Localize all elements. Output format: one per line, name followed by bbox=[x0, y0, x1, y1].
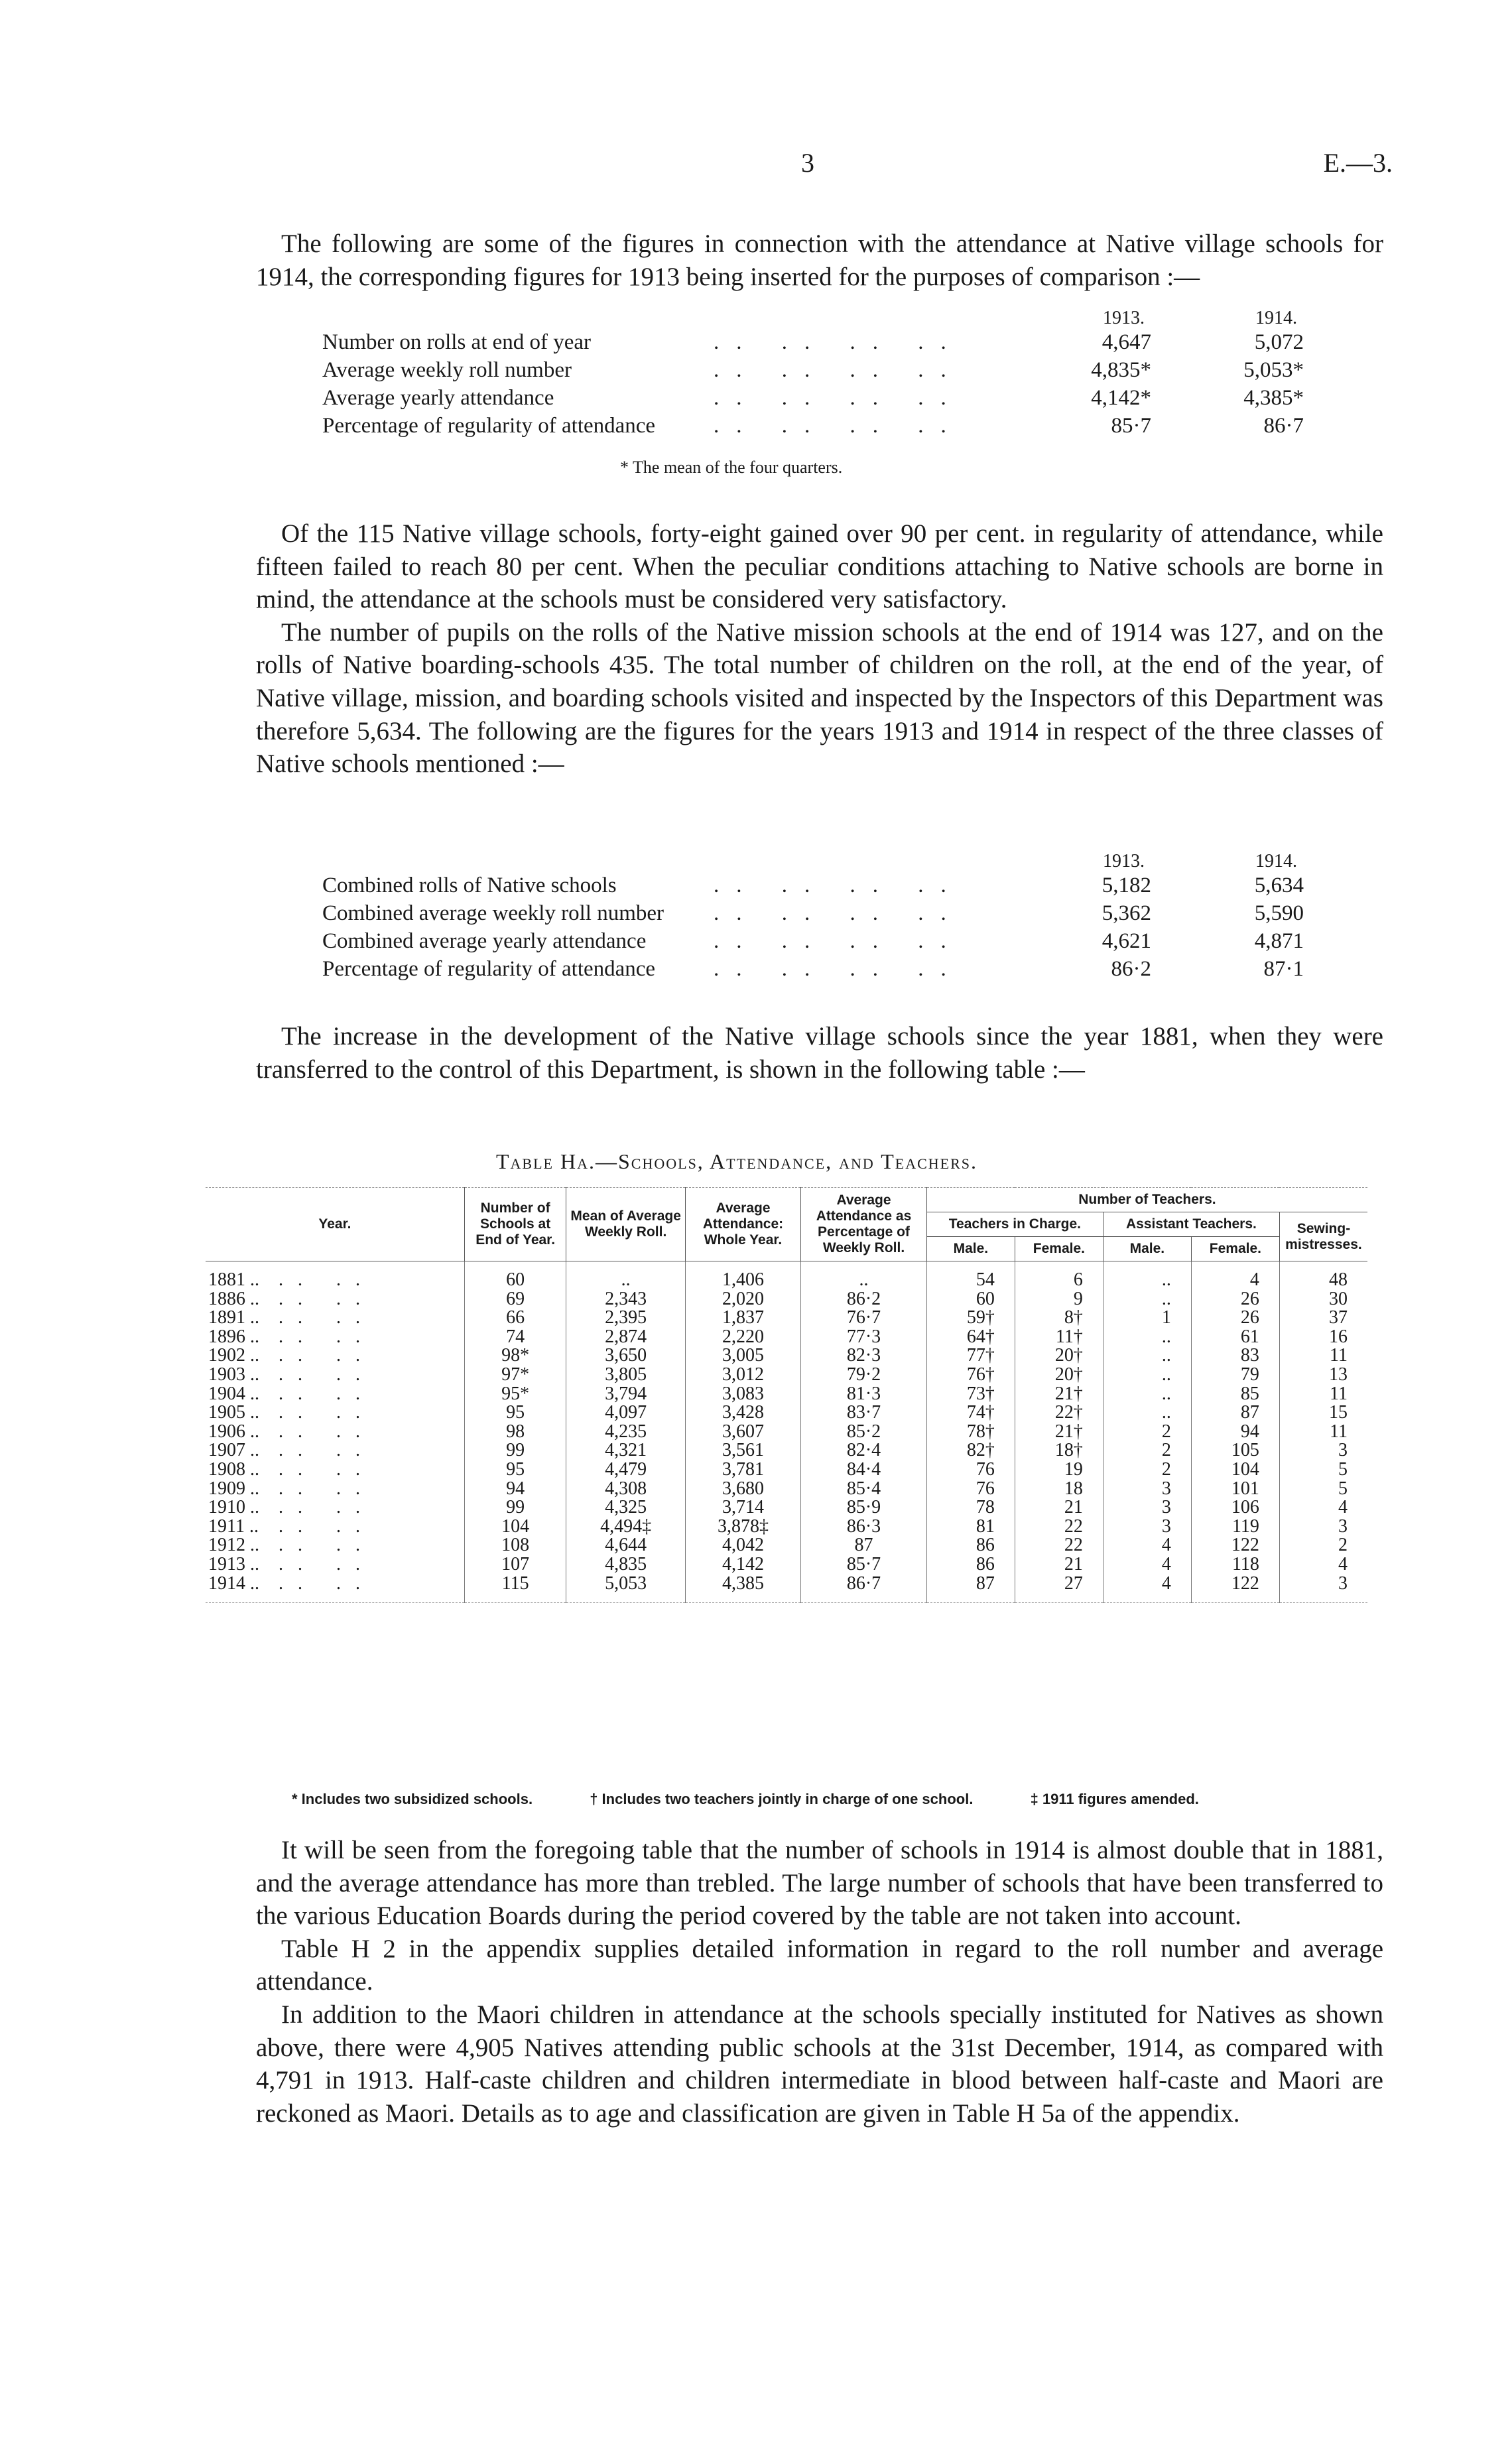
cell-percentage: 85·7 bbox=[801, 1555, 927, 1575]
cell-schools: 99 bbox=[464, 1441, 566, 1460]
year-value: 1891 bbox=[208, 1307, 245, 1328]
cell-sewing: 5 bbox=[1279, 1480, 1367, 1499]
leader-dots: .. .. bbox=[279, 1535, 375, 1556]
cell-sewing: 4 bbox=[1279, 1555, 1367, 1575]
cell-year: 1891 .. .. .. bbox=[208, 1307, 375, 1328]
year-value: 1904 bbox=[208, 1383, 245, 1404]
table-row bbox=[206, 1460, 1367, 1480]
cell-sewing: 15 bbox=[1279, 1403, 1367, 1423]
leader-dots: .. .. bbox=[279, 1458, 375, 1480]
cell-sewing: 3 bbox=[1279, 1441, 1367, 1460]
cell-year: 1913 .. .. .. bbox=[208, 1553, 375, 1575]
cell-charge-female: 22† bbox=[1015, 1403, 1103, 1423]
table-row bbox=[206, 1575, 1367, 1603]
leader-dots: .. .. bbox=[279, 1553, 375, 1575]
cell-assistant-female: 26 bbox=[1191, 1290, 1279, 1309]
cell-assistant-male: 2 bbox=[1103, 1423, 1191, 1442]
leader-dots: .. .. .. .. bbox=[714, 929, 964, 953]
cell-year: 1911 .. .. .. bbox=[208, 1515, 375, 1537]
cell-assistant-male: 4 bbox=[1103, 1555, 1191, 1575]
year-value: 1912 bbox=[208, 1535, 245, 1556]
cell-schools: 95 bbox=[464, 1460, 566, 1480]
col-in-charge: Teachers in Charge. bbox=[926, 1212, 1103, 1237]
year-value: 1907 bbox=[208, 1440, 245, 1461]
cell-weekly-roll: 3,794 bbox=[566, 1385, 685, 1404]
leader-dots: .. .. bbox=[279, 1515, 375, 1537]
comparison-label: Combined average weekly roll number bbox=[322, 901, 664, 925]
cell-percentage: 79·2 bbox=[801, 1366, 927, 1385]
cell-charge-female: 6 bbox=[1015, 1261, 1103, 1290]
value-1913: 4,835* bbox=[1091, 358, 1151, 382]
cell-schools: 115 bbox=[464, 1575, 566, 1603]
cell-weekly-roll: 4,835 bbox=[566, 1555, 685, 1575]
cell-attendance: 1,837 bbox=[685, 1309, 800, 1328]
col-teachers-group: Number of Teachers. bbox=[926, 1188, 1367, 1212]
leader-dots: .. .. .. .. bbox=[714, 358, 964, 382]
cell-charge-female: 27 bbox=[1015, 1575, 1103, 1603]
cell-percentage: 84·4 bbox=[801, 1460, 927, 1480]
value-1913: 5,182 bbox=[1102, 873, 1151, 897]
cell-sewing: 3 bbox=[1279, 1575, 1367, 1603]
cell-charge-male: 76 bbox=[926, 1460, 1015, 1480]
cell-assistant-female: 105 bbox=[1191, 1441, 1279, 1460]
cell-assistant-female: 26 bbox=[1191, 1309, 1279, 1328]
cell-sewing: 11 bbox=[1279, 1346, 1367, 1366]
value-1914: 5,590 bbox=[1254, 901, 1304, 925]
cell-year: 1903 .. .. .. bbox=[208, 1364, 375, 1385]
cell-assistant-female: 85 bbox=[1191, 1385, 1279, 1404]
cell-year: 1886 .. .. .. bbox=[208, 1288, 375, 1309]
cell-sewing: 16 bbox=[1279, 1328, 1367, 1347]
year-1914-label: 1914. bbox=[1255, 308, 1297, 328]
cell-assistant-female: 119 bbox=[1191, 1517, 1279, 1537]
cell-sewing: 11 bbox=[1279, 1385, 1367, 1404]
leader-dots: .. .. bbox=[279, 1402, 375, 1423]
value-1914: 86·7 bbox=[1263, 414, 1304, 438]
col-assistant-male: Male. bbox=[1103, 1237, 1191, 1261]
cell-year: 1912 .. .. .. bbox=[208, 1535, 375, 1556]
cell-attendance: 2,220 bbox=[685, 1328, 800, 1347]
year-1913-label: 1913. bbox=[1103, 308, 1145, 328]
cell-percentage: 82·3 bbox=[801, 1346, 927, 1366]
cell-assistant-male: .. bbox=[1103, 1366, 1191, 1385]
cell-percentage: 76·7 bbox=[801, 1309, 927, 1328]
cell-attendance: 3,561 bbox=[685, 1441, 800, 1460]
table-title-prefix: Table H bbox=[496, 1149, 578, 1173]
cell-schools: 104 bbox=[464, 1517, 566, 1537]
table-row bbox=[206, 1517, 1367, 1537]
cell-year: 1905 .. .. .. bbox=[208, 1402, 375, 1423]
cell-schools: 95 bbox=[464, 1403, 566, 1423]
page-number: 3 bbox=[801, 148, 814, 178]
cell-schools: 74 bbox=[464, 1328, 566, 1347]
table-row bbox=[206, 1423, 1367, 1442]
cell-sewing: 30 bbox=[1279, 1290, 1367, 1309]
cell-charge-male: 64† bbox=[926, 1328, 1015, 1347]
cell-charge-female: 20† bbox=[1015, 1366, 1103, 1385]
cell-schools: 98 bbox=[464, 1423, 566, 1442]
cell-charge-male: 87 bbox=[926, 1575, 1015, 1603]
comparison-label: Percentage of regularity of attendance bbox=[322, 414, 656, 438]
cell-charge-male: 86 bbox=[926, 1555, 1015, 1575]
body-paragraphs-2 bbox=[256, 1834, 1383, 2130]
year-value: 1910 bbox=[208, 1497, 245, 1518]
cell-charge-male: 77† bbox=[926, 1346, 1015, 1366]
value-1913: 4,621 bbox=[1102, 929, 1151, 953]
comparison-label: Number on rolls at end of year bbox=[322, 330, 592, 354]
cell-sewing: 48 bbox=[1279, 1261, 1367, 1290]
cell-charge-male: 81 bbox=[926, 1517, 1015, 1537]
cell-year: 1910 .. .. .. bbox=[208, 1497, 375, 1518]
leader-dots: .. .. bbox=[279, 1364, 375, 1385]
table-footnote: ‡ 1911 figures amended. bbox=[1030, 1791, 1199, 1807]
cell-assistant-female: 122 bbox=[1191, 1536, 1279, 1555]
cell-weekly-roll: 4,644 bbox=[566, 1536, 685, 1555]
leader-dots: .. .. bbox=[279, 1326, 375, 1347]
body-paragraph-4 bbox=[256, 1020, 1383, 1086]
leader-dots: .. .. .. .. bbox=[714, 330, 964, 354]
col-sewing: Sewing-mistresses. bbox=[1279, 1212, 1367, 1261]
value-1914: 5,072 bbox=[1254, 330, 1304, 354]
cell-attendance: 4,142 bbox=[685, 1555, 800, 1575]
table-row bbox=[206, 1498, 1367, 1517]
col-attendance: Average Attendance: Whole Year. bbox=[685, 1188, 800, 1261]
year-value: 1908 bbox=[208, 1458, 245, 1480]
cell-percentage: 81·3 bbox=[801, 1385, 927, 1404]
cell-year: 1906 .. .. .. bbox=[208, 1421, 375, 1442]
cell-weekly-roll: 4,494‡ bbox=[566, 1517, 685, 1537]
cell-charge-male: 82† bbox=[926, 1441, 1015, 1460]
table-footnotes bbox=[292, 1791, 1252, 1808]
table-row bbox=[206, 1328, 1367, 1347]
table-title-rest: a.—Schools, Attendance, and Teachers. bbox=[577, 1149, 977, 1173]
cell-schools: 97* bbox=[464, 1366, 566, 1385]
cell-charge-female: 21† bbox=[1015, 1385, 1103, 1404]
table-row bbox=[206, 1480, 1367, 1499]
cell-percentage: 86·2 bbox=[801, 1290, 927, 1309]
value-1914: 5,634 bbox=[1254, 873, 1304, 897]
value-1914: 87·1 bbox=[1263, 957, 1304, 981]
leader-dots: .. .. .. .. bbox=[714, 901, 964, 925]
cell-charge-female: 21 bbox=[1015, 1498, 1103, 1517]
leader-dots: .. .. .. .. bbox=[714, 873, 964, 897]
cell-weekly-roll: 3,805 bbox=[566, 1366, 685, 1385]
cell-assistant-female: 87 bbox=[1191, 1403, 1279, 1423]
cell-percentage: 86·3 bbox=[801, 1517, 927, 1537]
cell-assistant-male: 3 bbox=[1103, 1517, 1191, 1537]
paragraph-3: The number of pupils on the rolls of the Native mission schools at the end of 1914 was 127, and on the rolls of Native boarding-schools 435. The total number of children on the roll, at the end of the year, of Native village, mission, and boarding schools visited and inspected by the Inspectors of this Department was therefore 5,634. The following are the figures for the years 1913 and 1914 in respect of the three classes of Native schools mentioned :— bbox=[256, 617, 1383, 779]
cell-assistant-female: 122 bbox=[1191, 1575, 1279, 1603]
cell-year: 1914 .. .. .. bbox=[206, 1575, 464, 1603]
cell-assistant-female: 79 bbox=[1191, 1366, 1279, 1385]
paragraph-7: In addition to the Maori children in attendance at the schools specially instituted for Natives as shown above, there were 4,905 Natives attending public schools at the 31st December, 1914, as compared with 4,791 in 1913. Half-caste children and children intermediate in blood between half-caste and Maori are reckoned as Maori. Details as to age and classification are given in Table H 5a of the appendix. bbox=[256, 2000, 1383, 2128]
cell-assistant-female: 101 bbox=[1191, 1480, 1279, 1499]
leader-dots: .. .. .. .. bbox=[714, 414, 964, 438]
year-1914-label: 1914. bbox=[1255, 851, 1297, 871]
cell-assistant-male: 1 bbox=[1103, 1309, 1191, 1328]
cell-charge-male: 78 bbox=[926, 1498, 1015, 1517]
year-value: 1906 bbox=[208, 1421, 245, 1442]
year-value: 1914 bbox=[208, 1573, 245, 1594]
value-1913: 85·7 bbox=[1111, 414, 1151, 438]
cell-charge-male: 74† bbox=[926, 1403, 1015, 1423]
cell-assistant-male: .. bbox=[1103, 1385, 1191, 1404]
cell-assistant-female: 4 bbox=[1191, 1261, 1279, 1290]
table-row bbox=[206, 1290, 1367, 1309]
table-title bbox=[496, 1149, 977, 1174]
col-percentage: Average Attendance as Percentage of Weekly Roll. bbox=[801, 1188, 927, 1261]
cell-assistant-male: 4 bbox=[1103, 1536, 1191, 1555]
table-row bbox=[206, 1261, 1367, 1290]
cell-assistant-male: 4 bbox=[1103, 1575, 1191, 1603]
leader-dots: .. .. bbox=[279, 1345, 375, 1366]
cell-percentage: .. bbox=[801, 1261, 927, 1290]
table-row bbox=[206, 1385, 1367, 1404]
value-1914: 4,871 bbox=[1254, 929, 1304, 953]
cell-assistant-male: .. bbox=[1103, 1403, 1191, 1423]
cell-attendance: 3,680 bbox=[685, 1480, 800, 1499]
cell-weekly-roll: 4,325 bbox=[566, 1498, 685, 1517]
cell-sewing: 2 bbox=[1279, 1536, 1367, 1555]
cell-assistant-male: .. bbox=[1103, 1328, 1191, 1347]
cell-schools: 69 bbox=[464, 1290, 566, 1309]
leader-dots: .. .. bbox=[279, 1478, 375, 1499]
cell-attendance: 3,428 bbox=[685, 1403, 800, 1423]
cell-weekly-roll: 4,321 bbox=[566, 1441, 685, 1460]
col-charge-female: Female. bbox=[1015, 1237, 1103, 1261]
leader-dots: .. .. .. .. bbox=[714, 386, 964, 410]
table-row bbox=[206, 1309, 1367, 1328]
cell-year: 1904 .. .. .. bbox=[208, 1383, 375, 1404]
cell-sewing: 3 bbox=[1279, 1517, 1367, 1537]
table-row bbox=[206, 1403, 1367, 1423]
leader-dots: .. .. bbox=[279, 1307, 375, 1328]
cell-weekly-roll: 5,053 bbox=[566, 1575, 685, 1603]
cell-attendance: 4,385 bbox=[685, 1575, 800, 1603]
cell-percentage: 86·7 bbox=[801, 1575, 927, 1603]
year-value: 1902 bbox=[208, 1345, 245, 1366]
cell-schools: 107 bbox=[464, 1555, 566, 1575]
value-1913: 5,362 bbox=[1102, 901, 1151, 925]
cell-year: 1896 .. .. .. bbox=[208, 1326, 375, 1347]
table-row bbox=[206, 1366, 1367, 1385]
value-1914: 5,053* bbox=[1243, 358, 1304, 382]
document-code: E.—3. bbox=[1323, 148, 1393, 178]
intro-paragraph bbox=[256, 227, 1383, 293]
value-1914: 4,385* bbox=[1243, 386, 1304, 410]
cell-year: 1902 .. .. .. bbox=[208, 1345, 375, 1366]
cell-attendance: 3,714 bbox=[685, 1498, 800, 1517]
cell-sewing: 11 bbox=[1279, 1423, 1367, 1442]
cell-schools: 108 bbox=[464, 1536, 566, 1555]
cell-sewing: 4 bbox=[1279, 1498, 1367, 1517]
leader-dots: .. .. bbox=[279, 1573, 375, 1594]
cell-percentage: 85·2 bbox=[801, 1423, 927, 1442]
cell-weekly-roll: 3,650 bbox=[566, 1346, 685, 1366]
cell-charge-male: 86 bbox=[926, 1536, 1015, 1555]
cell-charge-male: 76† bbox=[926, 1366, 1015, 1385]
col-year: Year. bbox=[206, 1188, 464, 1261]
cell-weekly-roll: 4,479 bbox=[566, 1460, 685, 1480]
cell-schools: 99 bbox=[464, 1498, 566, 1517]
cell-charge-female: 8† bbox=[1015, 1309, 1103, 1328]
cell-weekly-roll: 2,874 bbox=[566, 1328, 685, 1347]
cell-assistant-male: 3 bbox=[1103, 1480, 1191, 1499]
cell-assistant-female: 118 bbox=[1191, 1555, 1279, 1575]
year-value: 1896 bbox=[208, 1326, 245, 1347]
table-row bbox=[206, 1536, 1367, 1555]
schools-attendance-table bbox=[206, 1187, 1367, 1603]
year-1913-label: 1913. bbox=[1103, 851, 1145, 871]
cell-assistant-male: 3 bbox=[1103, 1498, 1191, 1517]
year-value: 1881 bbox=[208, 1269, 245, 1290]
cell-weekly-roll: 2,395 bbox=[566, 1309, 685, 1328]
cell-weekly-roll: 2,343 bbox=[566, 1290, 685, 1309]
cell-assistant-male: 2 bbox=[1103, 1460, 1191, 1480]
leader-dots: .. .. bbox=[279, 1497, 375, 1518]
paragraph-5: It will be seen from the foregoing table that the number of schools in 1914 is almost double that in 1881, and the average attendance has more than trebled. The large number of schools that have been transferred to the various Education Boards during the period covered by the table are not taken into account. bbox=[256, 1836, 1383, 1931]
cell-percentage: 77·3 bbox=[801, 1328, 927, 1347]
cell-weekly-roll: .. bbox=[566, 1261, 685, 1290]
cell-attendance: 3,083 bbox=[685, 1385, 800, 1404]
cell-attendance: 4,042 bbox=[685, 1536, 800, 1555]
cell-charge-female: 18 bbox=[1015, 1480, 1103, 1499]
paragraph-4: The increase in the development of the Native village schools since the year 1881, when they were transferred to the control of this Department, is shown in the following table :— bbox=[256, 1022, 1383, 1084]
col-assistant: Assistant Teachers. bbox=[1103, 1212, 1279, 1237]
leader-dots: .. .. bbox=[279, 1421, 375, 1442]
table-row bbox=[206, 1441, 1367, 1460]
table-footnote: * Includes two subsidized schools. bbox=[292, 1791, 533, 1807]
cell-assistant-male: 2 bbox=[1103, 1441, 1191, 1460]
cell-charge-female: 22 bbox=[1015, 1517, 1103, 1537]
cell-weekly-roll: 4,097 bbox=[566, 1403, 685, 1423]
cell-sewing: 37 bbox=[1279, 1309, 1367, 1328]
cell-sewing: 13 bbox=[1279, 1366, 1367, 1385]
cell-schools: 60 bbox=[464, 1261, 566, 1290]
cell-year: 1881 .. .. .. bbox=[208, 1269, 375, 1290]
body-paragraphs-1 bbox=[256, 517, 1383, 781]
cell-assistant-female: 83 bbox=[1191, 1346, 1279, 1366]
leader-dots: .. .. bbox=[279, 1383, 375, 1404]
cell-charge-female: 18† bbox=[1015, 1441, 1103, 1460]
year-value: 1905 bbox=[208, 1402, 245, 1423]
cell-year: 1908 .. .. .. bbox=[208, 1458, 375, 1480]
cell-percentage: 85·4 bbox=[801, 1480, 927, 1499]
year-value: 1909 bbox=[208, 1478, 245, 1499]
value-1913: 86·2 bbox=[1111, 957, 1151, 981]
cell-attendance: 1,406 bbox=[685, 1261, 800, 1290]
cell-charge-female: 20† bbox=[1015, 1346, 1103, 1366]
table-footnote: † Includes two teachers jointly in charge of one school. bbox=[590, 1791, 974, 1807]
cell-percentage: 85·9 bbox=[801, 1498, 927, 1517]
cell-charge-male: 78† bbox=[926, 1423, 1015, 1442]
cell-attendance: 2,020 bbox=[685, 1290, 800, 1309]
cell-attendance: 3,878‡ bbox=[685, 1517, 800, 1537]
year-value: 1913 bbox=[208, 1553, 245, 1575]
paragraph-1: The following are some of the figures in connection with the attendance at Native village schools for 1914, the corresponding figures for 1913 being inserted for the purposes of comparison :— bbox=[256, 229, 1383, 291]
cell-assistant-female: 104 bbox=[1191, 1460, 1279, 1480]
col-weekly-roll: Mean of Average Weekly Roll. bbox=[566, 1188, 685, 1261]
cell-charge-male: 54 bbox=[926, 1261, 1015, 1290]
cell-charge-male: 73† bbox=[926, 1385, 1015, 1404]
cell-charge-male: 59† bbox=[926, 1309, 1015, 1328]
cell-sewing: 5 bbox=[1279, 1460, 1367, 1480]
year-value: 1911 bbox=[208, 1515, 245, 1537]
comparison-label: Average weekly roll number bbox=[322, 358, 572, 382]
cell-attendance: 3,781 bbox=[685, 1460, 800, 1480]
cell-attendance: 3,607 bbox=[685, 1423, 800, 1442]
cell-charge-female: 21† bbox=[1015, 1423, 1103, 1442]
cell-assistant-male: .. bbox=[1103, 1261, 1191, 1290]
cell-assistant-female: 61 bbox=[1191, 1328, 1279, 1347]
col-assistant-female: Female. bbox=[1191, 1237, 1279, 1261]
comparison-label: Percentage of regularity of attendance bbox=[322, 957, 656, 981]
col-charge-male: Male. bbox=[926, 1237, 1015, 1261]
cell-charge-female: 21 bbox=[1015, 1555, 1103, 1575]
leader-dots: .. .. bbox=[279, 1269, 375, 1290]
cell-schools: 98* bbox=[464, 1346, 566, 1366]
cell-assistant-male: .. bbox=[1103, 1346, 1191, 1366]
cell-schools: 66 bbox=[464, 1309, 566, 1328]
cell-assistant-male: .. bbox=[1103, 1290, 1191, 1309]
cell-schools: 95* bbox=[464, 1385, 566, 1404]
table-body bbox=[206, 1261, 1367, 1603]
comparison-label: Average yearly attendance bbox=[322, 386, 554, 410]
year-value: 1903 bbox=[208, 1364, 245, 1385]
cell-assistant-female: 106 bbox=[1191, 1498, 1279, 1517]
cell-percentage: 83·7 bbox=[801, 1403, 927, 1423]
cell-attendance: 3,005 bbox=[685, 1346, 800, 1366]
comparison-footnote: * The mean of the four quarters. bbox=[620, 458, 843, 477]
comparison-label: Combined rolls of Native schools bbox=[322, 873, 617, 897]
paragraph-6: Table H 2 in the appendix supplies detailed information in regard to the roll number and average attendance. bbox=[256, 1934, 1383, 1996]
table-row bbox=[206, 1555, 1367, 1575]
cell-weekly-roll: 4,308 bbox=[566, 1480, 685, 1499]
cell-attendance: 3,012 bbox=[685, 1366, 800, 1385]
cell-assistant-female: 94 bbox=[1191, 1423, 1279, 1442]
leader-dots: .. .. bbox=[279, 1440, 375, 1461]
year-value: 1886 bbox=[208, 1288, 245, 1309]
cell-percentage: 87 bbox=[801, 1536, 927, 1555]
paragraph-2: Of the 115 Native village schools, forty-eight gained over 90 per cent. in regularity of attendance, while fifteen failed to reach 80 per cent. When the peculiar conditions attaching to Native schools are borne in mind, the attendance at the schools must be considered very satisfactory. bbox=[256, 519, 1383, 614]
cell-percentage: 82·4 bbox=[801, 1441, 927, 1460]
leader-dots: .. .. .. .. bbox=[714, 957, 964, 981]
cell-charge-female: 9 bbox=[1015, 1290, 1103, 1309]
value-1913: 4,647 bbox=[1102, 330, 1151, 354]
cell-year: 1909 .. .. .. bbox=[208, 1478, 375, 1499]
cell-schools: 94 bbox=[464, 1480, 566, 1499]
cell-charge-male: 60 bbox=[926, 1290, 1015, 1309]
cell-year: 1907 .. .. .. bbox=[208, 1440, 375, 1461]
cell-charge-male: 76 bbox=[926, 1480, 1015, 1499]
col-schools: Number of Schools at End of Year. bbox=[464, 1188, 566, 1261]
cell-weekly-roll: 4,235 bbox=[566, 1423, 685, 1442]
cell-charge-female: 22 bbox=[1015, 1536, 1103, 1555]
table-row bbox=[206, 1346, 1367, 1366]
value-1913: 4,142* bbox=[1091, 386, 1151, 410]
cell-charge-female: 19 bbox=[1015, 1460, 1103, 1480]
comparison-label: Combined average yearly attendance bbox=[322, 929, 647, 953]
leader-dots: .. .. bbox=[279, 1288, 375, 1309]
cell-charge-female: 11† bbox=[1015, 1328, 1103, 1347]
